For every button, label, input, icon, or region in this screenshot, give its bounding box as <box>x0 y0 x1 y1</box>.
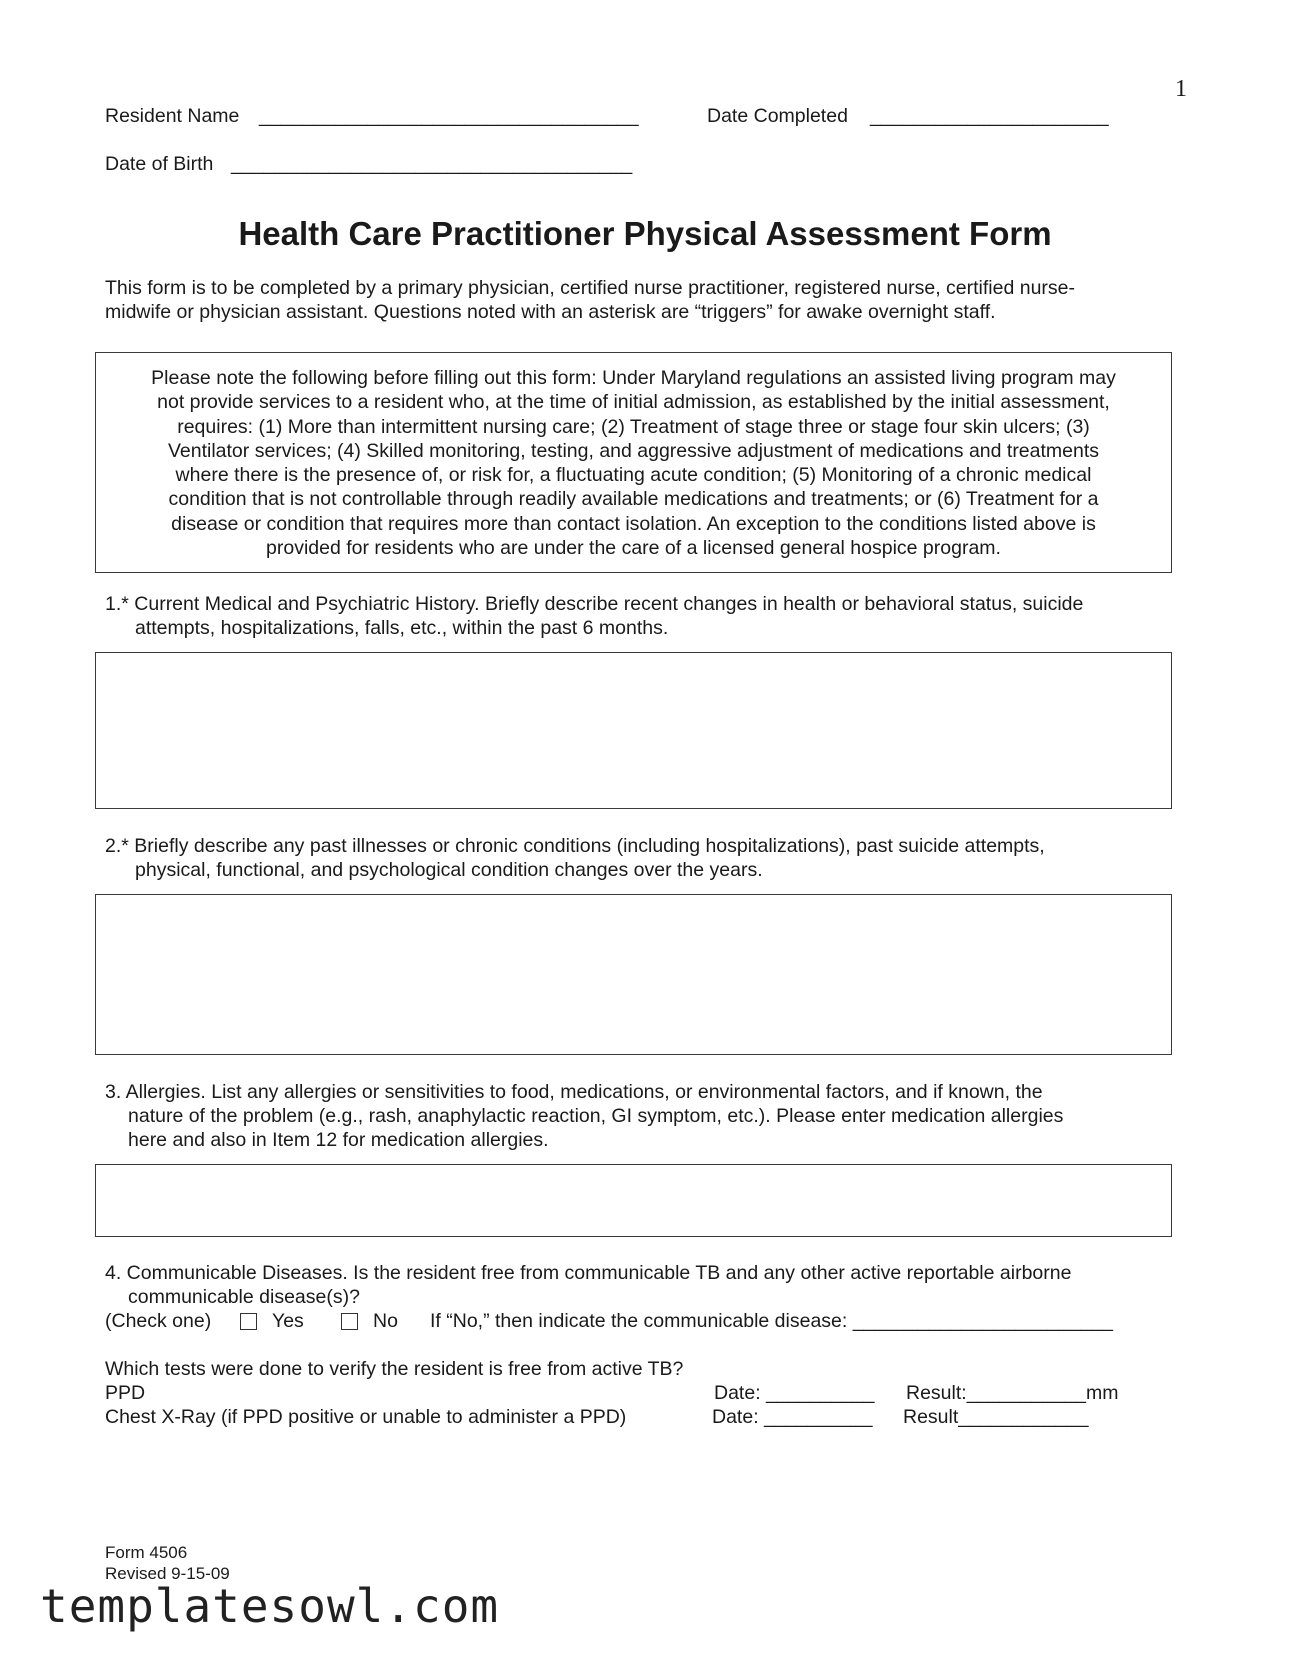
intro-line-2: midwife or physician assistant. Questions noted with an asterisk are “triggers” for awake overnight staff. <box>105 301 996 323</box>
xray-date-field[interactable]: Date: __________ <box>712 1406 873 1428</box>
notice-line: Ventilator services; (4) Skilled monitoring, testing, and aggressive adjustment of medications and treatments <box>167 439 1100 462</box>
regulation-notice-box <box>95 352 1172 573</box>
xray-result-field[interactable]: Result____________ <box>903 1406 1089 1428</box>
q2-answer-box[interactable] <box>95 894 1172 1055</box>
form-number: Form 4506 <box>105 1543 188 1562</box>
no-checkbox[interactable] <box>341 1313 358 1330</box>
ppd-result-field[interactable]: Result:___________mm <box>906 1382 1119 1404</box>
watermark: templatesowl.com <box>40 1579 500 1633</box>
notice-line: disease or condition that requires more than contact isolation. An exception to the conditions listed above is <box>171 512 1096 535</box>
dob-label: Date of Birth <box>105 153 214 175</box>
intro-line-1: This form is to be completed by a primary physician, certified nurse practitioner, registered nurse, certified nurse- <box>105 277 1076 299</box>
q4-prompt-line-1: 4. Communicable Diseases. Is the resident free from communicable TB and any other active reportable airborne <box>105 1262 1072 1284</box>
q1-prompt-line-1: 1.* Current Medical and Psychiatric History. Briefly describe recent changes in health or behavioral status, suicide <box>105 593 1084 615</box>
notice-line: requires: (1) More than intermittent nursing care; (2) Treatment of stage three or stage four skin ulcers; (3) <box>177 415 1090 438</box>
q3-prompt-line-1: 3. Allergies. List any allergies or sensitivities to food, medications, or environmental factors, and if known, the <box>105 1081 1043 1103</box>
q3-prompt-line-2: nature of the problem (e.g., rash, anaphylactic reaction, GI symptom, etc.). Please enter medication allergies <box>128 1105 1064 1127</box>
tb-tests-question: Which tests were done to verify the resident is free from active TB? <box>105 1358 684 1380</box>
q3-answer-box[interactable] <box>95 1164 1172 1237</box>
yes-checkbox[interactable] <box>240 1313 257 1330</box>
revision-date: Revised 9-15-09 <box>105 1564 230 1583</box>
resident-name-field[interactable]: ___________________________________ <box>259 105 639 127</box>
no-label: No <box>373 1310 398 1332</box>
q3-prompt-line-3: here and also in Item 12 for medication allergies. <box>128 1129 549 1151</box>
notice-line: not provide services to a resident who, at the time of initial admission, as established by the initial assessment, <box>157 391 1110 414</box>
q2-prompt-line-1: 2.* Briefly describe any past illnesses or chronic conditions (including hospitalizations), past suicide attempts, <box>105 835 1045 857</box>
notice-line: condition that is not controllable through readily available medications and treatments; or (6) Treatment for a <box>168 488 1099 511</box>
date-completed-label: Date Completed <box>707 105 848 127</box>
q1-answer-box[interactable] <box>95 652 1172 809</box>
notice-line: where there is the presence of, or risk for, a fluctuating acute condition; (5) Monitoring of a chronic medical <box>175 464 1092 487</box>
q2-prompt-line-2: physical, functional, and psychological condition changes over the years. <box>135 859 763 881</box>
check-one-label: (Check one) <box>105 1310 212 1332</box>
chest-xray-label: Chest X-Ray (if PPD positive or unable to administer a PPD) <box>105 1406 627 1428</box>
ppd-date-field[interactable]: Date: __________ <box>714 1382 875 1404</box>
communicable-disease-field[interactable]: If “No,” then indicate the communicable disease: ________________________ <box>430 1310 1113 1332</box>
notice-line: Please note the following before filling out this form: Under Maryland regulations an assisted living program may <box>151 367 1116 389</box>
notice-line: provided for residents who are under the care of a licensed general hospice program. <box>266 537 1001 560</box>
q4-prompt-line-2: communicable disease(s)? <box>128 1286 360 1308</box>
resident-name-label: Resident Name <box>105 105 240 127</box>
page-number: 1 <box>1175 76 1187 102</box>
dob-field[interactable]: _____________________________________ <box>231 153 633 175</box>
yes-label: Yes <box>272 1310 304 1332</box>
q1-prompt-line-2: attempts, hospitalizations, falls, etc., within the past 6 months. <box>135 617 669 639</box>
date-completed-field[interactable]: ______________________ <box>870 105 1109 127</box>
page-title: Health Care Practitioner Physical Assessment Form <box>238 215 1052 252</box>
ppd-label: PPD <box>105 1382 146 1404</box>
